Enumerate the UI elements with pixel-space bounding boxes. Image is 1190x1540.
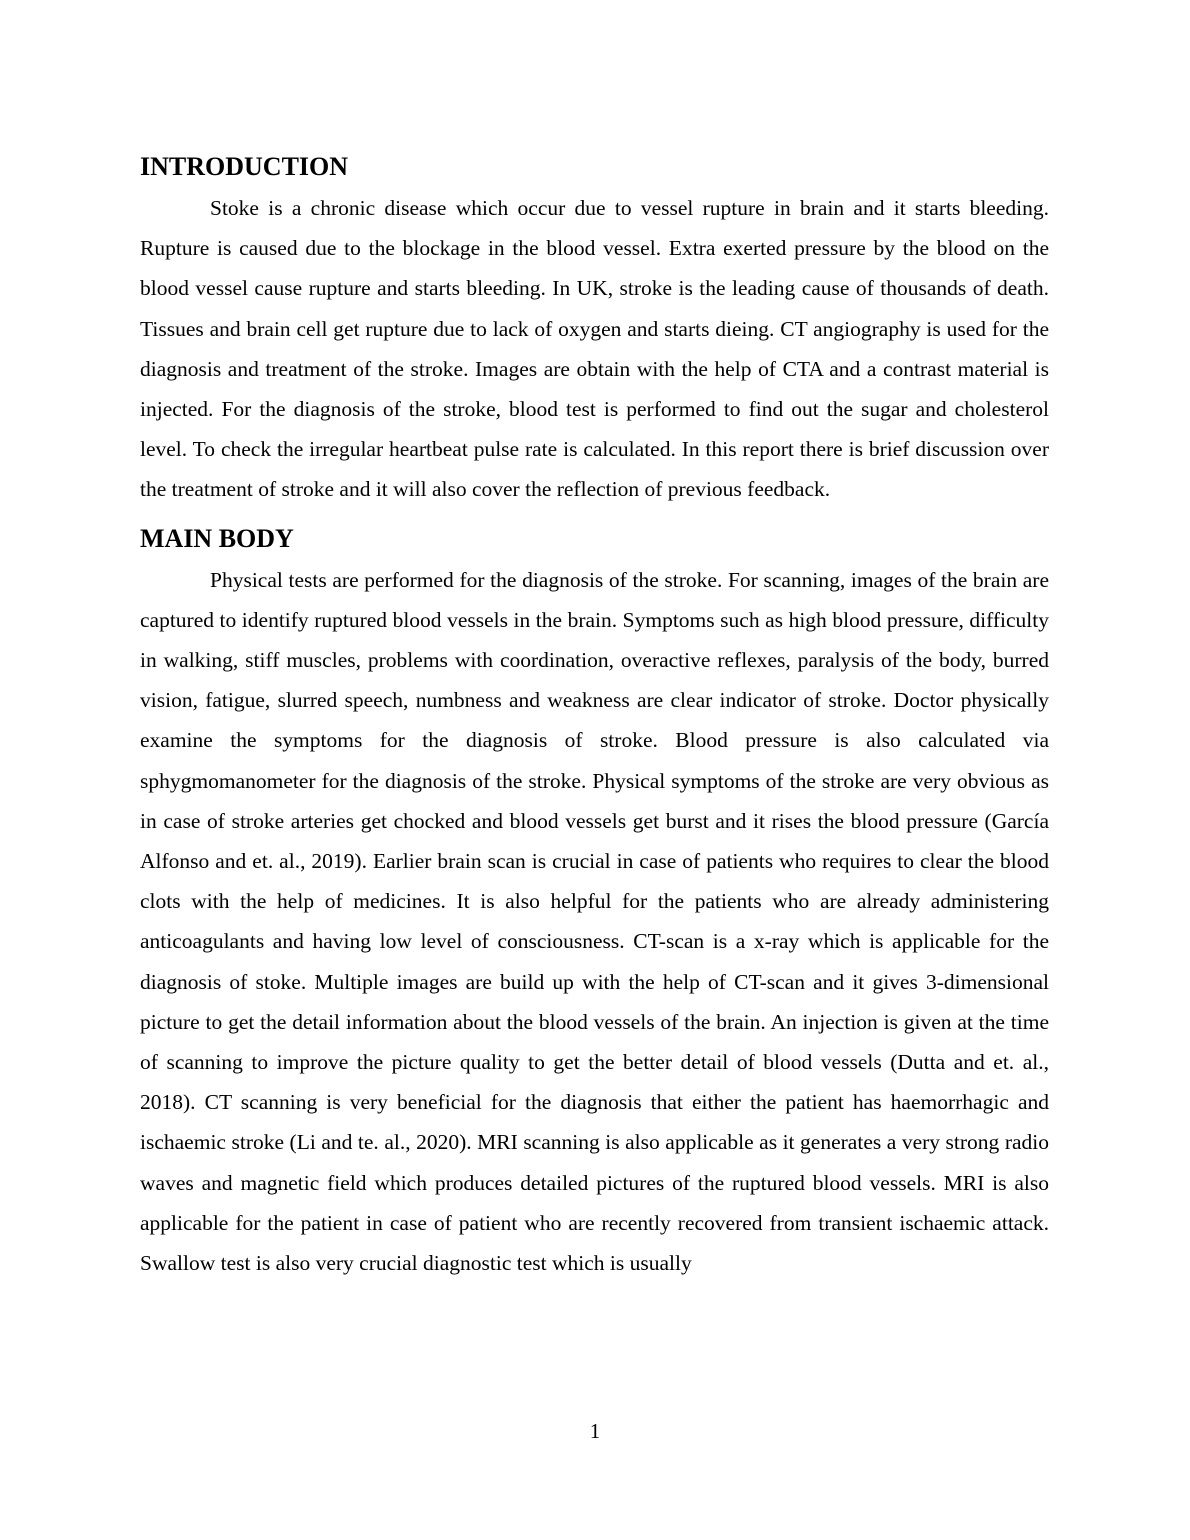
introduction-heading: INTRODUCTION xyxy=(140,152,349,181)
introduction-paragraph: Stoke is a chronic disease which occur due to vessel rupture in brain and it starts bleeding. Rupture is caused due to the blockage in the blood vessel. Extra exerted pressure by the blood on the blood vessel cause rupture and starts bleeding. In UK, stroke is the leading cause of thousands of death. Tissues and brain cell get rupture due to lack of oxygen and starts dieing. CT angiography is used for the diagnosis and treatment of the stroke. Images are obtain with the help of CTA and a contrast material is injected. For the diagnosis of the stroke, blood test is performed to find out the sugar and cholesterol level. To check the irregular heartbeat pulse rate is calculated. In this report there is brief discussion over the treatment of stroke and it will also cover the reflection of previous feedback. xyxy=(140,196,1049,502)
page-number: 1 xyxy=(589,1419,601,1443)
main-body-paragraph: Physical tests are performed for the diagnosis of the stroke. For scanning, images of the brain are captured to identify ruptured blood vessels in the brain. Symptoms such as high blood pressure, difficulty in walking, stiff muscles, problems with coordination, overactive reflexes, paralysis of the body, burred vision, fatigue, slurred speech, numbness and weakness are clear indicator of stroke. Doctor physically examine the symptoms for the diagnosis of stroke. Blood pressure is also calculated via sphygmomanometer for the diagnosis of the stroke. Physical symptoms of the stroke are very obvious as in case of stroke arteries get chocked and blood vessels get burst and it rises the blood pressure (García Alfonso and et. al., 2019). Earlier brain scan is crucial in case of patients who requires to clear the blood clots with the help of medicines. It is also helpful for the patients who are already administering anticoagulants and having low level of consciousness. CT-scan is a x-ray which is applicable for the diagnosis of stoke. Multiple images are build up with the help of CT-scan and it gives 3-dimensional picture to get the detail information about the blood vessels of the brain. An injection is given at the time of scanning to improve the picture quality to get the better detail of blood vessels (Dutta and et. al., 2018). CT scanning is very beneficial for the diagnosis that either the patient has haemorrhagic and ischaemic stroke (Li and te. al., 2020). MRI scanning is also applicable as it generates a very strong radio waves and magnetic field which produces detailed pictures of the ruptured blood vessels. MRI is also applicable for the patient in case of patient who are recently recovered from transient ischaemic attack. Swallow test is also very crucial diagnostic test which is usually xyxy=(140,567,1049,1276)
page-content xyxy=(140,150,1049,1295)
main-body-heading: MAIN BODY xyxy=(140,523,294,553)
